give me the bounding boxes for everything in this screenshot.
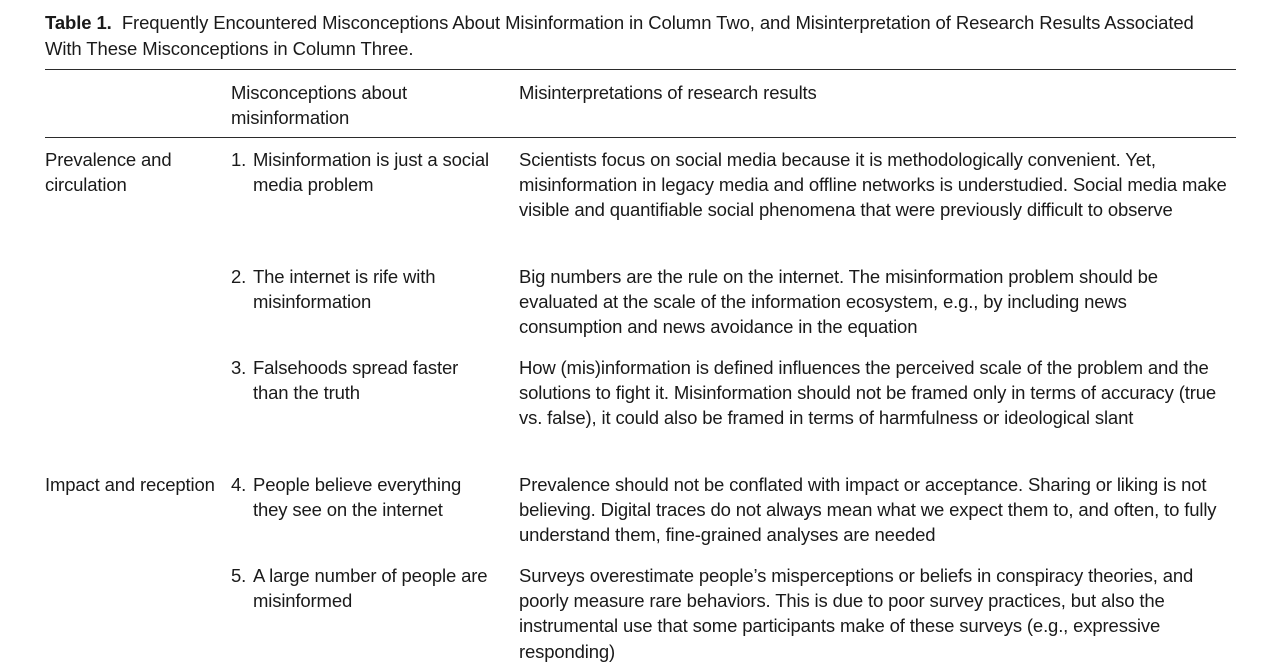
row-interpretation: Scientists focus on social media because it is methodologically convenient. Yet, misinformation in legacy media and offline networks is understudied. Social media make visible and quantifiable social phenomena that were previously difficult to observe: [519, 149, 1227, 221]
row-misconception: [231, 264, 491, 314]
row-misconception-text: The internet is rife with misinformation: [253, 266, 436, 313]
row-misconception: [231, 472, 491, 522]
row-number: 3.: [231, 357, 247, 378]
row-number: 1.: [231, 149, 247, 170]
row-interpretation: How (mis)information is defined influences the perceived scale of the problem and the solutions to fight it. Misinformation should not be framed only in terms of accuracy (true vs. false), it could also be framed in terms of harmfulness or ideological slant: [519, 357, 1217, 429]
row-misconception: [231, 563, 491, 613]
row-misconception: [231, 355, 491, 405]
row-misconception: [231, 147, 491, 197]
row-number: 4.: [231, 474, 247, 495]
table-caption: [45, 10, 1235, 61]
table-top-rule: [45, 69, 1236, 70]
row-category: Prevalence and circulation: [45, 149, 172, 196]
row-misconception-text: A large number of people are misinformed: [253, 565, 488, 612]
table-header-rule: [45, 137, 1236, 138]
row-number: 5.: [231, 565, 247, 586]
table-label: Table 1.: [45, 12, 112, 33]
table-caption-text: Frequently Encountered Misconceptions About Misinformation in Column Two, and Misinterpretation of Research Results Associated With These Misconceptions in Column Three.: [45, 12, 1194, 59]
row-misconception-text: Misinformation is just a social media problem: [253, 149, 489, 196]
row-interpretation: Big numbers are the rule on the internet. The misinformation problem should be evaluated at the scale of the information ecosystem, e.g., by including news consumption and news avoidance in the equation: [519, 266, 1158, 338]
row-category: Impact and reception: [45, 474, 215, 495]
header-col-misinterpretations: Misinterpretations of research results: [519, 82, 817, 103]
row-misconception-text: Falsehoods spread faster than the truth: [253, 357, 459, 404]
row-number: 2.: [231, 266, 247, 287]
row-interpretation: Prevalence should not be conflated with impact or acceptance. Sharing or liking is not believing. Digital traces do not always mean what we expect them to, and often, to fully understand them, fine-grained analyses are needed: [519, 474, 1217, 546]
header-col-misconceptions: Misconceptions about misinformation: [231, 82, 407, 129]
row-interpretation: Surveys overestimate people’s misperceptions or beliefs in conspiracy theories, and poorly measure rare behaviors. This is due to poor survey practices, but also the instrumental use that some participants make of these surveys (e.g., expressive responding): [519, 565, 1194, 662]
row-misconception-text: People believe everything they see on the internet: [253, 474, 462, 521]
